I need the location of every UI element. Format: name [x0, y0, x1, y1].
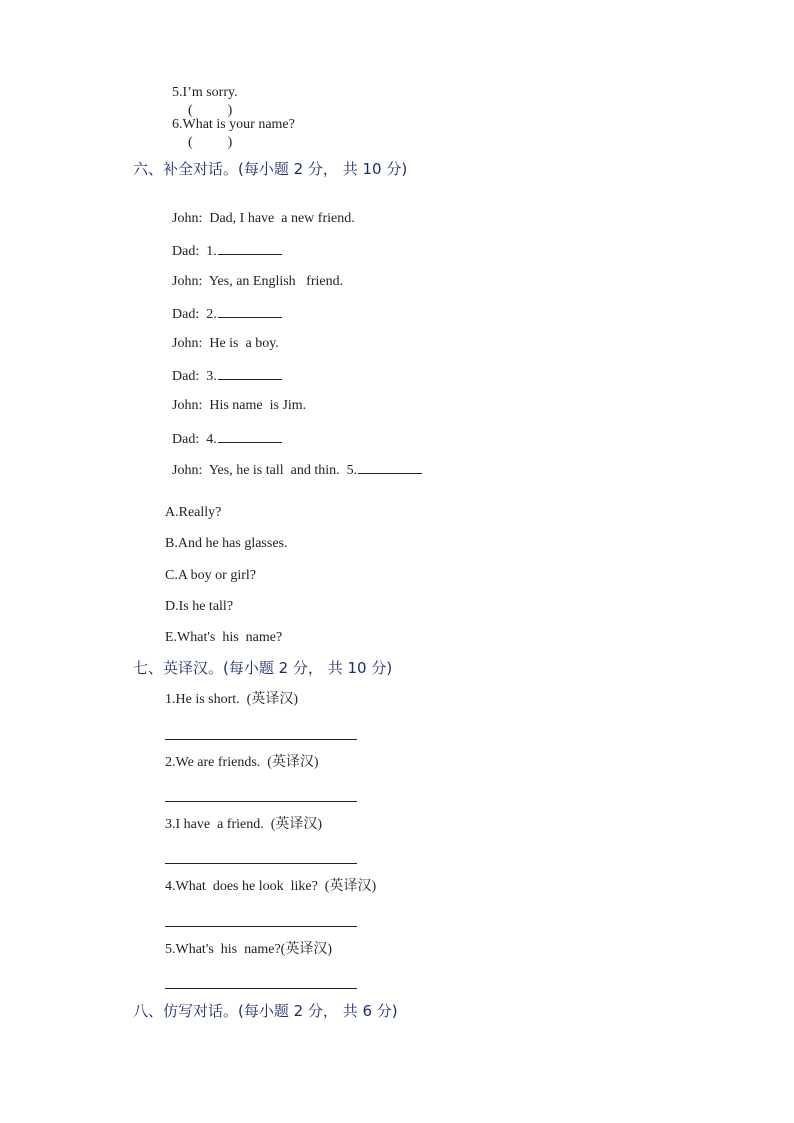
translation-item: 2.We are friends. (英译汉)	[165, 755, 319, 770]
option-item: E.What's his name?	[165, 630, 283, 645]
dialogue-line	[165, 379, 306, 415]
section-6-title: 六、补全对话。(每小题 2 分， 共 10 分)	[133, 160, 408, 178]
question-6	[165, 98, 295, 152]
answer-bracket[interactable]: ( )	[188, 135, 233, 150]
dialogue-text: John: Yes, he is tall and thin. 5.	[172, 463, 358, 478]
option-item: C.A boy or girl?	[165, 568, 256, 583]
answer-bracket[interactable]: ( )	[188, 103, 233, 118]
translation-item: 3.I have a friend. (英译汉)	[165, 817, 323, 832]
question-text: 5.I’m sorry.	[172, 85, 238, 100]
translation-item: 1.He is short. (英译汉)	[165, 692, 298, 707]
translation-item: 5.What's his name?(英译汉)	[165, 942, 332, 957]
answer-line[interactable]	[165, 926, 357, 927]
dialogue-text: Dad: 1.	[172, 244, 217, 259]
option-item: A.Really?	[165, 505, 222, 520]
dialogue-text: Dad: 2.	[172, 307, 217, 322]
answer-line[interactable]	[165, 988, 357, 989]
fill-blank[interactable]	[218, 429, 282, 443]
section-7-title: 七、英译汉。(每小题 2 分， 共 10 分)	[133, 659, 393, 677]
dialogue-line	[165, 442, 422, 480]
dialogue-text: John: His name is Jim.	[172, 398, 307, 413]
fill-blank[interactable]	[358, 460, 422, 474]
dialogue-text: Dad: 4.	[172, 432, 217, 447]
dialogue-text: John: Yes, an English friend.	[172, 274, 344, 289]
translation-item: 4.What does he look like? (英译汉)	[165, 879, 377, 894]
answer-line[interactable]	[165, 739, 357, 740]
dialogue-text: John: Dad, I have a new friend.	[172, 211, 355, 226]
fill-blank[interactable]	[218, 366, 282, 380]
option-item: D.Is he tall?	[165, 599, 234, 614]
answer-line[interactable]	[165, 863, 357, 864]
fill-blank[interactable]	[218, 241, 282, 255]
answer-line[interactable]	[165, 801, 357, 802]
option-item: B.And he has glasses.	[165, 536, 288, 551]
fill-blank[interactable]	[218, 304, 282, 318]
section-8-title: 八、仿写对话。(每小题 2 分， 共 6 分)	[133, 1002, 398, 1020]
dialogue-text: John: He is a boy.	[172, 336, 279, 351]
question-text: 6.What is your name?	[172, 117, 295, 132]
dialogue-text: Dad: 3.	[172, 369, 217, 384]
